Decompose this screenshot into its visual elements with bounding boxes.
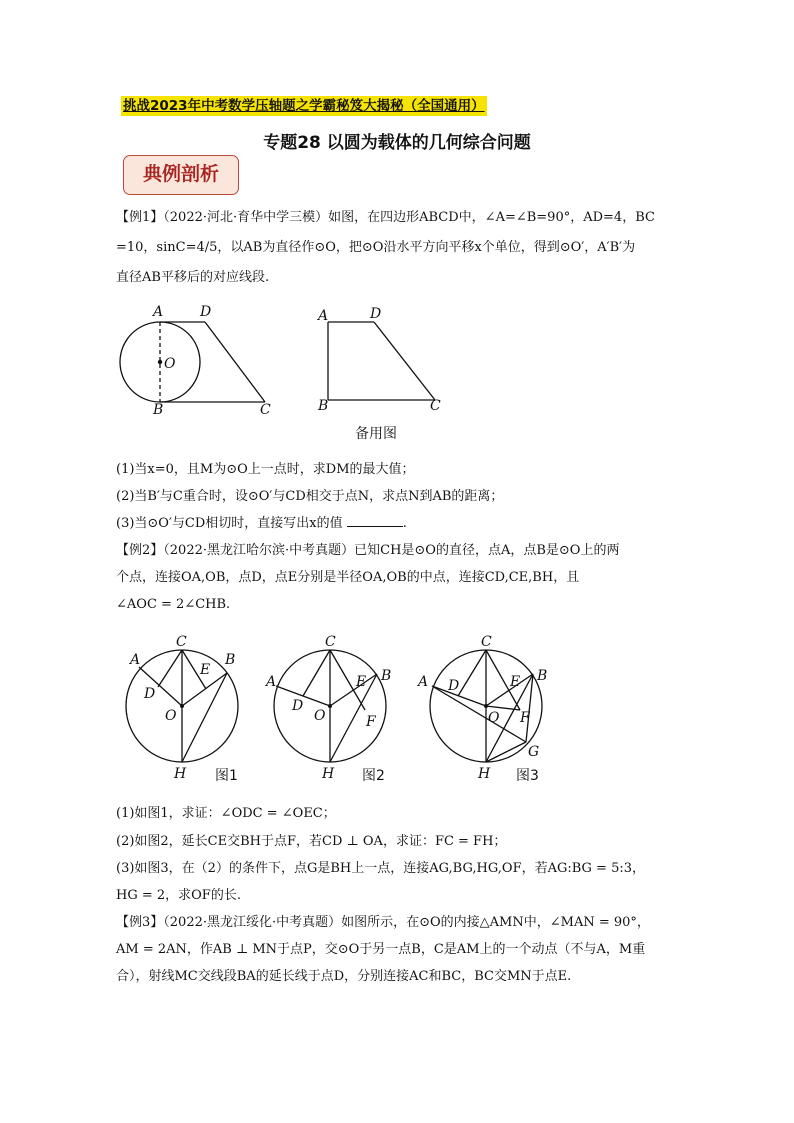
fig2-label-a: A — [266, 674, 277, 690]
fig3-center — [484, 704, 488, 708]
ex2-line3: ∠AOC = 2∠CHB. — [116, 597, 231, 612]
fig3-label-o: O — [488, 710, 500, 726]
label-o: O — [164, 356, 176, 372]
label-a: A — [153, 304, 164, 320]
fig2-label-b: B — [381, 668, 392, 684]
page-title: 专题28 以圆为载体的几何综合问题 — [263, 133, 531, 153]
fig2-label-f: F — [366, 714, 376, 730]
label-b: B — [153, 402, 164, 418]
ex2-q2: (2)如图2，延长CE交BH于点F，若CD ⊥ OA，求证：FC = FH； — [116, 834, 507, 849]
fig3-label-a: A — [418, 674, 429, 690]
spare-label-a: A — [318, 308, 329, 324]
ex3-line1: 【例3】（2022·黑龙江绥化·中考真题）如图所示，在⊙O的内接△AMN中，∠MAN = 90°， — [116, 915, 650, 930]
spare-caption: 备用图 — [355, 426, 397, 442]
ex3-line3: 合），射线MC交线段BA的延长线于点D，分别连接AC和BC，BC交MN于点E. — [116, 969, 572, 984]
fig2-label-o: O — [314, 708, 326, 724]
fig2-caption: 图2 — [362, 768, 385, 784]
fig1-label-a: A — [130, 652, 141, 668]
ex1-line1: 【例1】（2022·河北·育华中学三模）如图，在四边形ABCD中，∠A=∠B=90°，AD=4，BC — [116, 210, 655, 225]
fig3-caption: 图3 — [516, 768, 539, 784]
ex1-line2: =10，sinC=4/5，以AB为直径作⊙O，把⊙O沿水平方向平移x个单位，得到⊙O′，A′B′为 — [116, 240, 636, 255]
ex2-line2: 个点，连接OA,OB，点D，点E分别是半径OA,OB的中点，连接CD,CE,BH，且 — [116, 570, 580, 585]
ex1-figures — [110, 298, 450, 448]
fig1-label-e: E — [200, 662, 211, 678]
fig1-caption: 图1 — [215, 768, 238, 784]
spare-label-c: C — [430, 398, 441, 414]
fig1-label-c: C — [176, 634, 187, 650]
fig1-label-o: O — [165, 708, 177, 724]
fig2-label-c: C — [325, 634, 336, 650]
spare-label-d: D — [370, 306, 382, 322]
fig1-center — [180, 704, 184, 708]
fig3-label-c: C — [481, 634, 492, 650]
ex2-line1: 【例2】（2022·黑龙江哈尔滨·中考真题）已知CH是⊙O的直径，点A，点B是⊙O上的两 — [116, 543, 620, 558]
fig2-label-h: H — [322, 766, 335, 782]
ex1-line3: 直径AB平移后的对应线段. — [116, 270, 270, 285]
ex1-q2: (2)当B′与C重合时，设⊙O′与CD相交于点N，求点N到AB的距离； — [116, 489, 504, 504]
ex2-q1: (1)如图1，求证：∠ODC = ∠OEC； — [116, 806, 336, 821]
section-badge: 典例剖析 — [123, 155, 239, 195]
ex1-spare-figure — [328, 322, 435, 400]
fig3-label-d: D — [448, 678, 460, 694]
ex2-q3a: (3)如图3，在（2）的条件下，点G是BH上一点，连接AG,BG,HG,OF，若AG:BG = 5:3， — [116, 861, 646, 876]
fig1-label-b: B — [225, 652, 236, 668]
fig3-label-f: F — [520, 710, 530, 726]
answer-blank — [347, 514, 403, 527]
series-banner: 挑战2023年中考数学压轴题之学霸秘笈大揭秘（全国通用） — [123, 98, 485, 114]
ex1-q1: (1)当x=0，且M为⊙O上一点时，求DM的最大值； — [116, 462, 415, 477]
fig1-label-h: H — [174, 766, 187, 782]
label-d: D — [200, 304, 212, 320]
ex1-q3 — [116, 514, 676, 534]
fig3-label-g: G — [528, 744, 540, 760]
ex1-main-figure — [120, 322, 265, 402]
ex2-q3b: HG = 2，求OF的长. — [116, 888, 241, 903]
fig3-label-b: B — [537, 668, 548, 684]
fig3-label-e: E — [510, 674, 521, 690]
fig1-label-d: D — [144, 686, 156, 702]
fig2-center — [328, 704, 332, 708]
ex2-figures — [120, 630, 560, 790]
spare-label-b: B — [318, 398, 329, 414]
label-c: C — [260, 402, 271, 418]
fig3-label-h: H — [478, 766, 491, 782]
fig2-label-d: D — [292, 698, 304, 714]
ex1-q3-text: (3)当⊙O′与CD相切时，直接写出x的值 — [116, 516, 343, 531]
ex1-q3-end: . — [402, 516, 407, 531]
center-dot — [158, 360, 162, 364]
fig2-label-e: E — [356, 674, 367, 690]
ex3-line2: AM = 2AN，作AB ⊥ MN于点P，交⊙O于另一点B，C是AM上的一个动点（不与A，M重 — [116, 942, 646, 957]
